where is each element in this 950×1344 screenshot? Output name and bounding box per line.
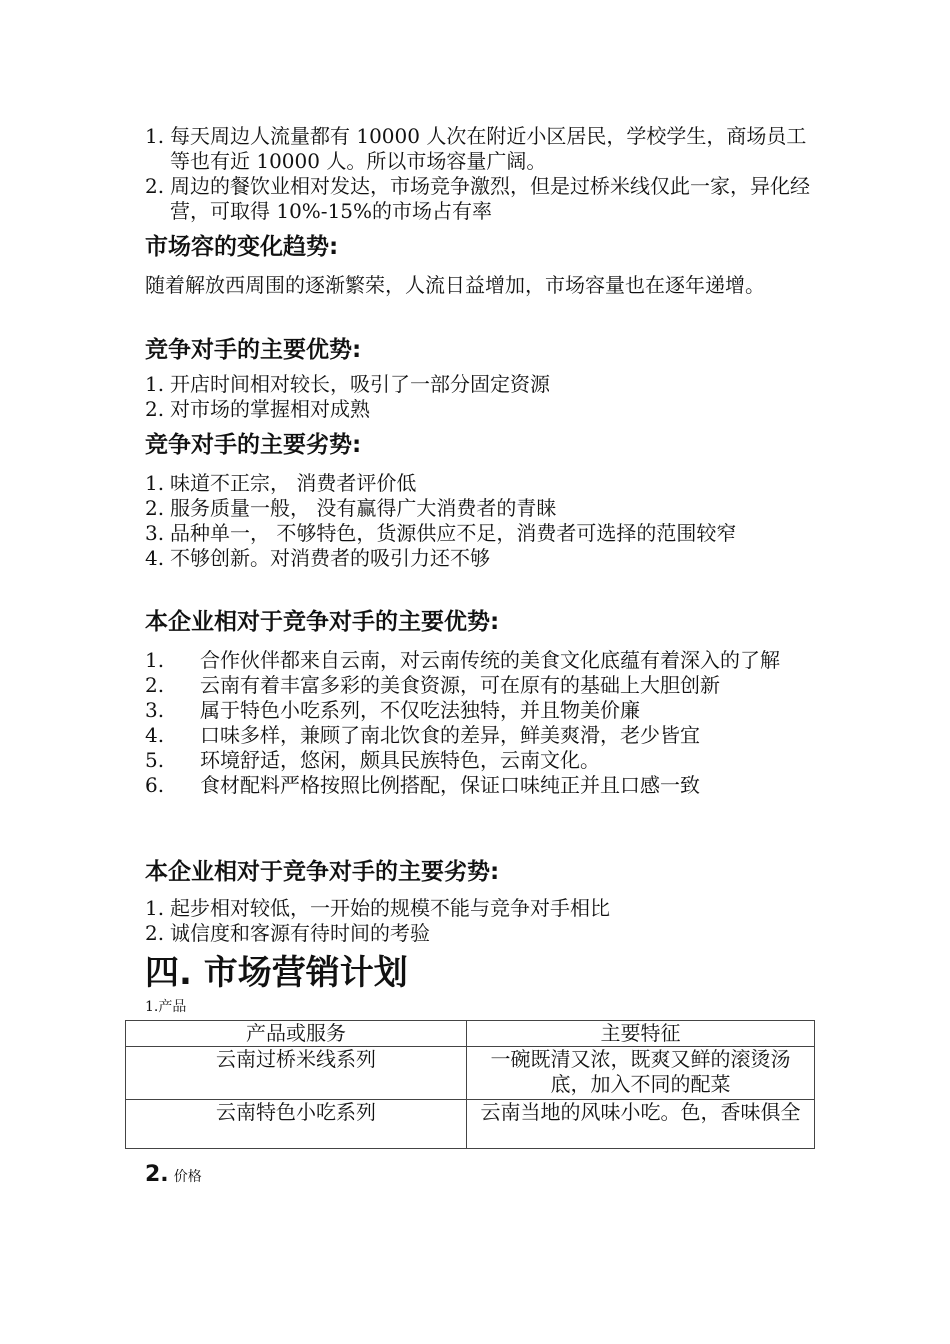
product-label: 1.产品	[145, 999, 187, 1015]
list-item	[145, 921, 825, 946]
list-text: 诚信度和客源有待时间的考验	[170, 921, 430, 945]
list-text: 起步相对较低，一开始的规模不能与竞争对手相比	[170, 896, 610, 920]
list-number: 1.	[145, 471, 165, 495]
our-strengths-list	[145, 648, 825, 798]
list-number: 2.	[145, 921, 165, 945]
section-heading: 竞争对手的主要优势:	[145, 337, 362, 363]
list-number: 2.	[145, 496, 165, 520]
table-cell: 云南当地的风味小吃。色，香味俱全	[467, 1100, 815, 1149]
our-strengths	[145, 607, 825, 637]
table-row	[126, 1047, 815, 1100]
product-label-wrap	[145, 998, 825, 1016]
price-section	[145, 1162, 825, 1187]
list-item	[145, 372, 825, 397]
trend-body	[145, 273, 825, 298]
table-cell: 云南特色小吃系列	[126, 1100, 467, 1149]
list-number: 5.	[145, 748, 165, 772]
product-table	[125, 1020, 815, 1149]
list-number: 1.	[145, 648, 165, 672]
list-number: 3.	[145, 521, 165, 545]
list-number: 4.	[145, 723, 165, 747]
section-heading: 竞争对手的主要劣势:	[145, 432, 362, 458]
our-weaknesses	[145, 857, 825, 887]
competitor-strengths	[145, 335, 825, 365]
table-row	[126, 1100, 815, 1149]
table-cell: 云南过桥米线系列	[126, 1047, 467, 1100]
list-item	[145, 698, 825, 723]
list-text: 属于特色小吃系列，不仅吃法独特，并且物美价廉	[200, 698, 640, 722]
list-text: 对市场的掌握相对成熟	[170, 397, 370, 421]
list-number: 1.	[145, 124, 165, 148]
competitor-weaknesses	[145, 430, 825, 460]
table-cell: 一碗既清又浓，既爽又鲜的滚烫汤底，加入不同的配菜	[467, 1047, 815, 1100]
list-item	[145, 124, 825, 174]
section-title: 四. 市场营销计划	[145, 953, 408, 993]
list-item	[145, 496, 825, 521]
list-item	[145, 521, 825, 546]
list-number: 2.	[145, 673, 165, 697]
intro-list	[145, 124, 825, 224]
list-item	[145, 896, 825, 921]
paragraph: 随着解放西周围的逐渐繁荣，人流日益增加，市场容量也在逐年递增。	[145, 273, 765, 297]
list-text: 不够创新。对消费者的吸引力还不够	[170, 546, 490, 570]
price-label: 价格	[173, 1169, 202, 1185]
list-text: 云南有着丰富多彩的美食资源，可在原有的基础上大胆创新	[200, 673, 720, 697]
trend-section	[145, 232, 825, 262]
list-number: 1.	[145, 372, 165, 396]
section-heading: 本企业相对于竞争对手的主要劣势:	[145, 859, 500, 885]
competitor-strengths-list	[145, 372, 825, 422]
competitor-weaknesses-list	[145, 471, 825, 571]
list-text: 口味多样，兼顾了南北饮食的差异，鲜美爽滑，老少皆宜	[200, 723, 700, 747]
list-number: 2.	[145, 397, 165, 421]
section-heading: 本企业相对于竞争对手的主要优势:	[145, 609, 500, 635]
list-item	[145, 723, 825, 748]
list-text: 开店时间相对较长，吸引了一部分固定资源	[170, 372, 550, 396]
list-text: 每天周边人流量都有 10000 人次在附近小区居民，学校学生，商场员工等也有近 10000 人。所以市场容量广阔。	[170, 124, 807, 173]
list-text: 品种单一， 不够特色，货源供应不足，消费者可选择的范围较窄	[170, 521, 737, 545]
list-item	[145, 748, 825, 773]
list-number: 4.	[145, 546, 165, 570]
list-item	[145, 174, 825, 224]
list-number: 1.	[145, 896, 165, 920]
list-item	[145, 397, 825, 422]
list-number: 3.	[145, 698, 165, 722]
list-text: 味道不正宗， 消费者评价低	[170, 471, 417, 495]
price-number: 2.	[145, 1162, 169, 1187]
list-number: 6.	[145, 773, 165, 797]
list-text: 服务质量一般， 没有赢得广大消费者的青睐	[170, 496, 557, 520]
list-text: 环境舒适，悠闲，颇具民族特色，云南文化。	[200, 748, 600, 772]
our-weaknesses-list	[145, 896, 825, 946]
list-item	[145, 673, 825, 698]
list-item	[145, 546, 825, 571]
table-header-cell: 主要特征	[467, 1021, 815, 1047]
list-item	[145, 648, 825, 673]
table-header-row	[126, 1021, 815, 1047]
list-item	[145, 773, 825, 798]
list-item	[145, 471, 825, 496]
section-four	[145, 953, 825, 993]
list-text: 合作伙伴都来自云南，对云南传统的美食文化底蕴有着深入的了解	[200, 648, 780, 672]
table-header-cell: 产品或服务	[126, 1021, 467, 1047]
section-heading: 市场容的变化趋势:	[145, 234, 339, 260]
list-number: 2.	[145, 174, 165, 198]
list-text: 食材配料严格按照比例搭配，保证口味纯正并且口感一致	[200, 773, 700, 797]
list-text: 周边的餐饮业相对发达，市场竞争激烈，但是过桥米线仅此一家，异化经营，可取得 10%-15%的市场占有率	[170, 174, 810, 223]
